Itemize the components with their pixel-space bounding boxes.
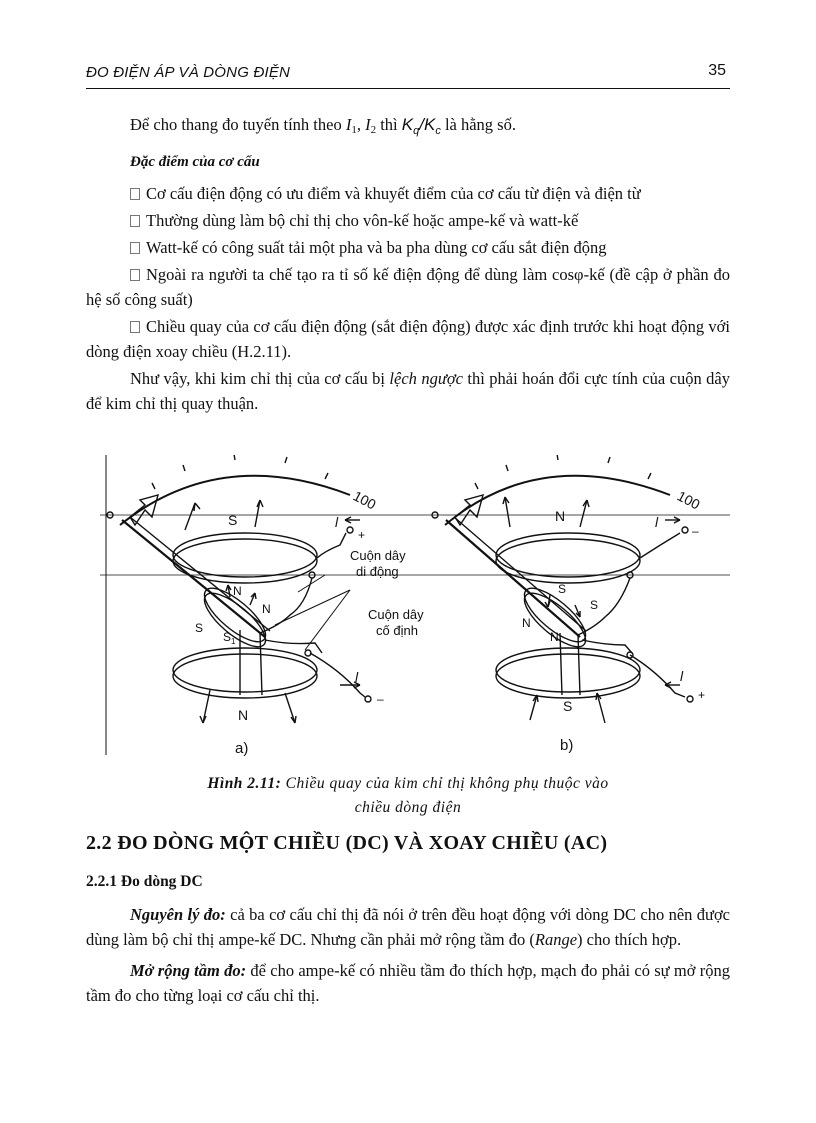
running-header (86, 62, 730, 89)
body-text-top (86, 112, 730, 422)
b-inner-s1: S (558, 582, 567, 596)
a-current-bottom: l (355, 669, 359, 685)
caption-line-2: chiều dòng điện (354, 799, 462, 816)
b-bottom-pole: S (563, 698, 573, 714)
b-inner-n2: N (550, 630, 559, 644)
subsection-title: 2.2.1 Đo dòng DC (86, 873, 203, 890)
a-inner-s1: $S_1$ (223, 630, 236, 646)
b-label: b) (560, 737, 574, 754)
b-inner-n1: N (522, 616, 531, 630)
b-top-pole: N (555, 508, 566, 524)
bullet-box-icon (130, 321, 140, 333)
b-current-bottom: l (680, 668, 684, 684)
a-inner-s: S (195, 621, 204, 635)
a-current-top: l (335, 514, 339, 530)
scale-max-b: 100 (674, 487, 703, 513)
moving-coil-label-1: Cuộn dây (350, 548, 406, 563)
b-bottom-sign: + (698, 688, 706, 702)
bullet-box-icon (130, 242, 140, 254)
features-heading: Đặc điểm của cơ cấu (130, 154, 260, 170)
electrodynamic-diagram (100, 455, 730, 760)
scale-max-a: 100 (350, 487, 379, 513)
extend-paragraph: Mở rộng tầm đo: để cho ampe-kế có nhiều tầm đo thích hợp, mạch đo phải có sự mở rộng tầm đo cho từng loại cơ cấu chỉ thị. (86, 961, 730, 1005)
bullet-box-icon (130, 215, 140, 227)
a-top-sign: + (358, 528, 366, 542)
body-text-bottom (86, 902, 730, 1014)
bullet-item: Thường dùng làm bộ chỉ thị cho vôn-kế hoặc ampe-kế và watt-kế (86, 208, 730, 233)
b-inner-s2: S (590, 598, 599, 612)
bullet-item: Chiều quay của cơ cấu điện động (sắt điện động) được xác định trước khi hoạt động với dòng điện xoay chiều (H.2.11). (86, 317, 730, 361)
a-inner-n1: N (233, 584, 242, 598)
bullet-item: Ngoài ra người ta chế tạo ra tỉ số kế điện động để dùng làm cosφ-kế (đề cập ở phần đo hệ số công suất) (86, 265, 730, 309)
a-label: a) (235, 740, 249, 757)
page-number: 35 (708, 62, 726, 79)
figure-2-11 (100, 455, 730, 760)
b-current-top: l (655, 514, 659, 530)
principle-paragraph: Nguyên lý đo: cả ba cơ cấu chỉ thị đã nói ở trên đều hoạt động với dòng DC cho nên được dùng làm bộ chỉ thị ampe-kế DC. Nhưng cần phải mở rộng tầm đo (Range) cho thích hợp. (86, 905, 730, 949)
header-title: ĐO ĐIỆN ÁP VÀ DÒNG ĐIỆN (86, 64, 291, 81)
b-top-sign: – (692, 524, 699, 538)
bullet-box-icon (130, 269, 140, 281)
a-bottom-sign: – (377, 692, 384, 706)
a-bottom-pole: N (238, 707, 249, 723)
section-title: 2.2 ĐO DÒNG MỘT CHIỀU (DC) VÀ XOAY CHIỀU (AC) (86, 832, 608, 854)
caption-line-1: Hình 2.11: Chiều quay của kim chỉ thị không phụ thuộc vào (207, 775, 609, 792)
figure-caption (86, 772, 730, 820)
a-top-pole: S (228, 512, 238, 528)
fixed-coil-label-2: cố định (376, 623, 418, 638)
reverse-note-paragraph: Như vậy, khi kim chỉ thị của cơ cấu bị lệch ngược thì phải hoán đổi cực tính của cuộn dây để kim chỉ thị quay thuận. (86, 369, 730, 413)
moving-coil-label-2: di động (356, 564, 399, 579)
a-inner-n2: N (262, 602, 271, 616)
bullet-item: Watt-kế có công suất tải một pha và ba pha dùng cơ cấu sắt điện động (86, 235, 730, 260)
bullet-box-icon (130, 188, 140, 200)
fixed-coil-label-1: Cuộn dây (368, 607, 424, 622)
intro-paragraph: Để cho thang đo tuyến tính theo $I_1$, $I_2$ thì $K_q/K_c$ là hằng số. (130, 115, 516, 137)
bullet-item: Cơ cấu điện động có ưu điểm và khuyết điểm của cơ cấu từ điện và điện từ (86, 181, 730, 206)
